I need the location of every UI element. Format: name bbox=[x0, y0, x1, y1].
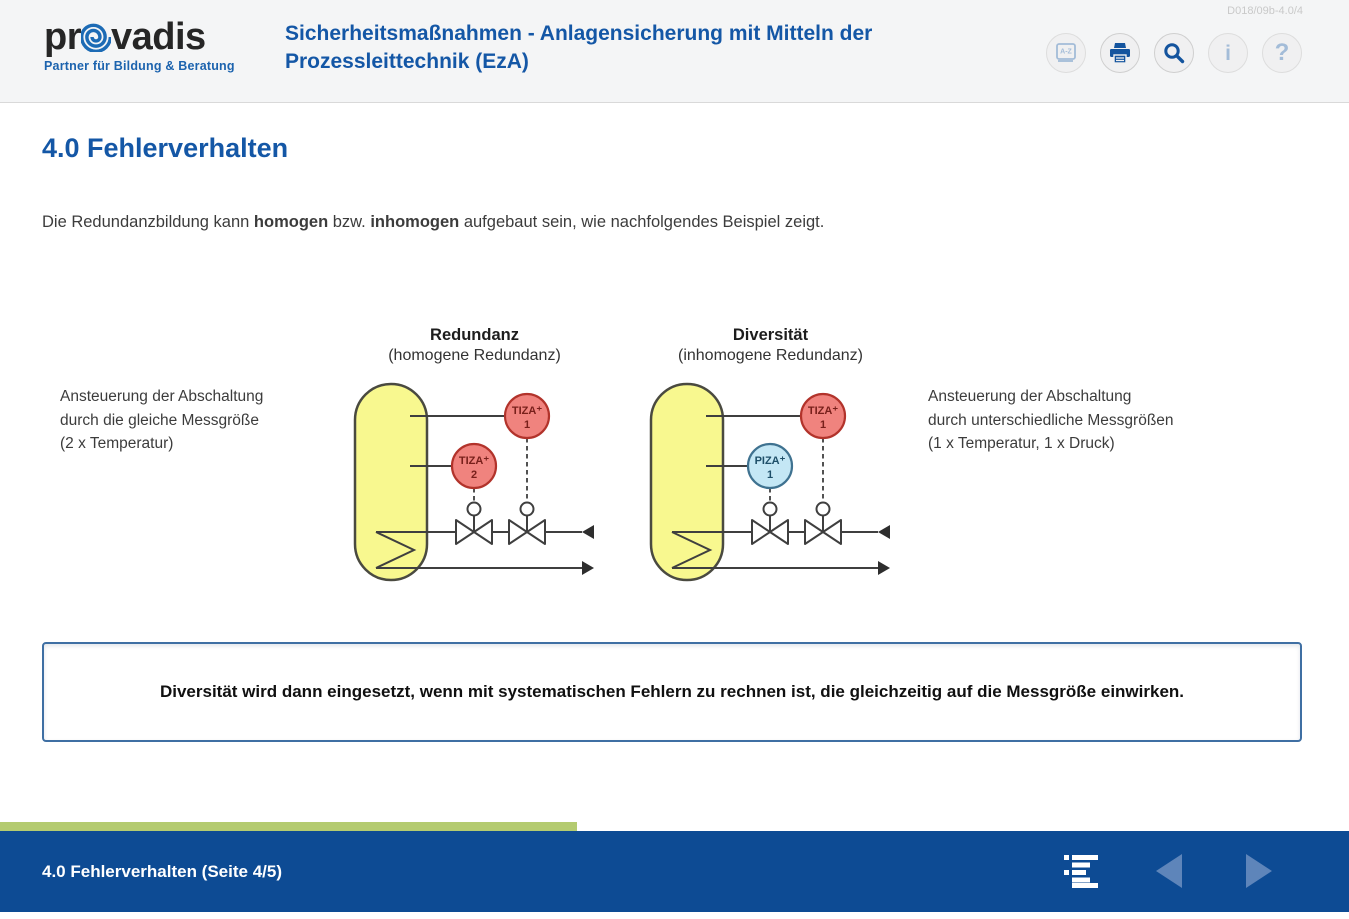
chevron-right-icon bbox=[1246, 854, 1272, 888]
intro-text: bzw. bbox=[328, 212, 371, 231]
app-header bbox=[0, 0, 1349, 103]
logo-text-post: vadis bbox=[111, 16, 206, 58]
note-text: Diversität wird dann eingesetzt, wenn mit systematischen Fehlern zu rechnen ist, die gleichzeitig auf die Messgröße einwirken. bbox=[159, 682, 1185, 701]
progress-bar bbox=[0, 822, 577, 831]
logo-spiral-icon bbox=[81, 22, 111, 52]
instrument-piza1-label: PIZA⁺ bbox=[754, 455, 786, 467]
logo-wordmark bbox=[44, 16, 235, 58]
diagram-redundanz bbox=[352, 326, 597, 589]
pipe-arrow-upper bbox=[582, 525, 594, 539]
diagram-diversitaet bbox=[648, 326, 893, 589]
provadis-logo[interactable] bbox=[44, 16, 235, 73]
info-button[interactable] bbox=[1208, 33, 1248, 73]
caption-left bbox=[60, 385, 340, 456]
instrument-tiza1-label: TIZA⁺ bbox=[511, 405, 543, 417]
instrument-tiza1-number: 1 bbox=[523, 419, 531, 431]
course-title-line2: Prozessleittechnik (EzA) bbox=[285, 50, 529, 73]
printer-icon bbox=[1109, 43, 1131, 64]
diagram1-title: Redundanz bbox=[430, 326, 519, 344]
toc-list-icon bbox=[1062, 853, 1100, 889]
caption-right bbox=[928, 385, 1258, 456]
caption-right-line1: Ansteuerung der Abschaltung bbox=[928, 388, 1132, 405]
course-title bbox=[285, 20, 872, 76]
caption-left-line1: Ansteuerung der Abschaltung bbox=[60, 388, 264, 405]
header-toolbar bbox=[1046, 33, 1302, 73]
search-button[interactable] bbox=[1154, 33, 1194, 73]
help-button[interactable] bbox=[1262, 33, 1302, 73]
instrument-tiza2-number: 2 bbox=[470, 469, 478, 481]
diagram2-subtitle: (inhomogene Redundanz) bbox=[677, 347, 863, 364]
note-box bbox=[42, 642, 1302, 742]
search-icon bbox=[1163, 42, 1185, 64]
instrument-tiza2-label: TIZA⁺ bbox=[458, 455, 490, 467]
caption-left-line3: (2 x Temperatur) bbox=[60, 435, 174, 452]
pipe-arrow-lower bbox=[878, 561, 890, 575]
instrument-tiza1-label: TIZA⁺ bbox=[807, 405, 839, 417]
intro-text: Die Redundanzbildung kann bbox=[42, 212, 254, 231]
toc-button[interactable] bbox=[1062, 853, 1100, 892]
instrument-tiza1-number: 1 bbox=[819, 419, 827, 431]
glossary-button[interactable] bbox=[1046, 33, 1086, 73]
diagram1-subtitle: (homogene Redundanz) bbox=[388, 347, 561, 364]
previous-page-button[interactable] bbox=[1156, 854, 1182, 891]
logo-text-pre: pr bbox=[44, 16, 81, 58]
diagram2-title: Diversität bbox=[732, 326, 809, 344]
pid-diagram-homogeneous bbox=[352, 376, 597, 584]
document-code: D018/09b-4.0/4 bbox=[1227, 5, 1303, 17]
vessel-tank bbox=[355, 384, 427, 580]
page-heading: 4.0 Fehlerverhalten bbox=[42, 133, 289, 163]
pipe-arrow-lower bbox=[582, 561, 594, 575]
svg-text:A-Z: A-Z bbox=[1060, 48, 1072, 56]
pipe-arrow-upper bbox=[878, 525, 890, 539]
print-button[interactable] bbox=[1100, 33, 1140, 73]
course-title-line1: Sicherheitsmaßnahmen - Anlagensicherung mit Mitteln der bbox=[285, 22, 873, 45]
footer-bar bbox=[0, 831, 1349, 912]
info-icon: i bbox=[1225, 41, 1231, 65]
logo-tagline: Partner für Bildung & Beratung bbox=[44, 59, 235, 73]
intro-text: aufgebaut sein, wie nachfolgendes Beispiel zeigt. bbox=[459, 212, 825, 231]
chevron-left-icon bbox=[1156, 854, 1182, 888]
caption-right-line3: (1 x Temperatur, 1 x Druck) bbox=[928, 435, 1115, 452]
intro-paragraph bbox=[42, 213, 824, 232]
intro-bold-inhomogen: inhomogen bbox=[370, 212, 460, 231]
caption-right-line2: durch unterschiedliche Messgrößen bbox=[928, 411, 1174, 429]
az-book-icon bbox=[1054, 42, 1078, 64]
intro-bold-homogen: homogen bbox=[253, 212, 329, 231]
footer-status: 4.0 Fehlerverhalten (Seite 4/5) bbox=[42, 861, 282, 881]
pid-diagram-inhomogeneous bbox=[648, 376, 893, 584]
next-page-button[interactable] bbox=[1246, 854, 1272, 891]
help-icon: ? bbox=[1274, 39, 1290, 66]
caption-left-line2: durch die gleiche Messgröße bbox=[60, 411, 260, 429]
vessel-tank bbox=[651, 384, 723, 580]
instrument-piza1-number: 1 bbox=[766, 469, 774, 481]
